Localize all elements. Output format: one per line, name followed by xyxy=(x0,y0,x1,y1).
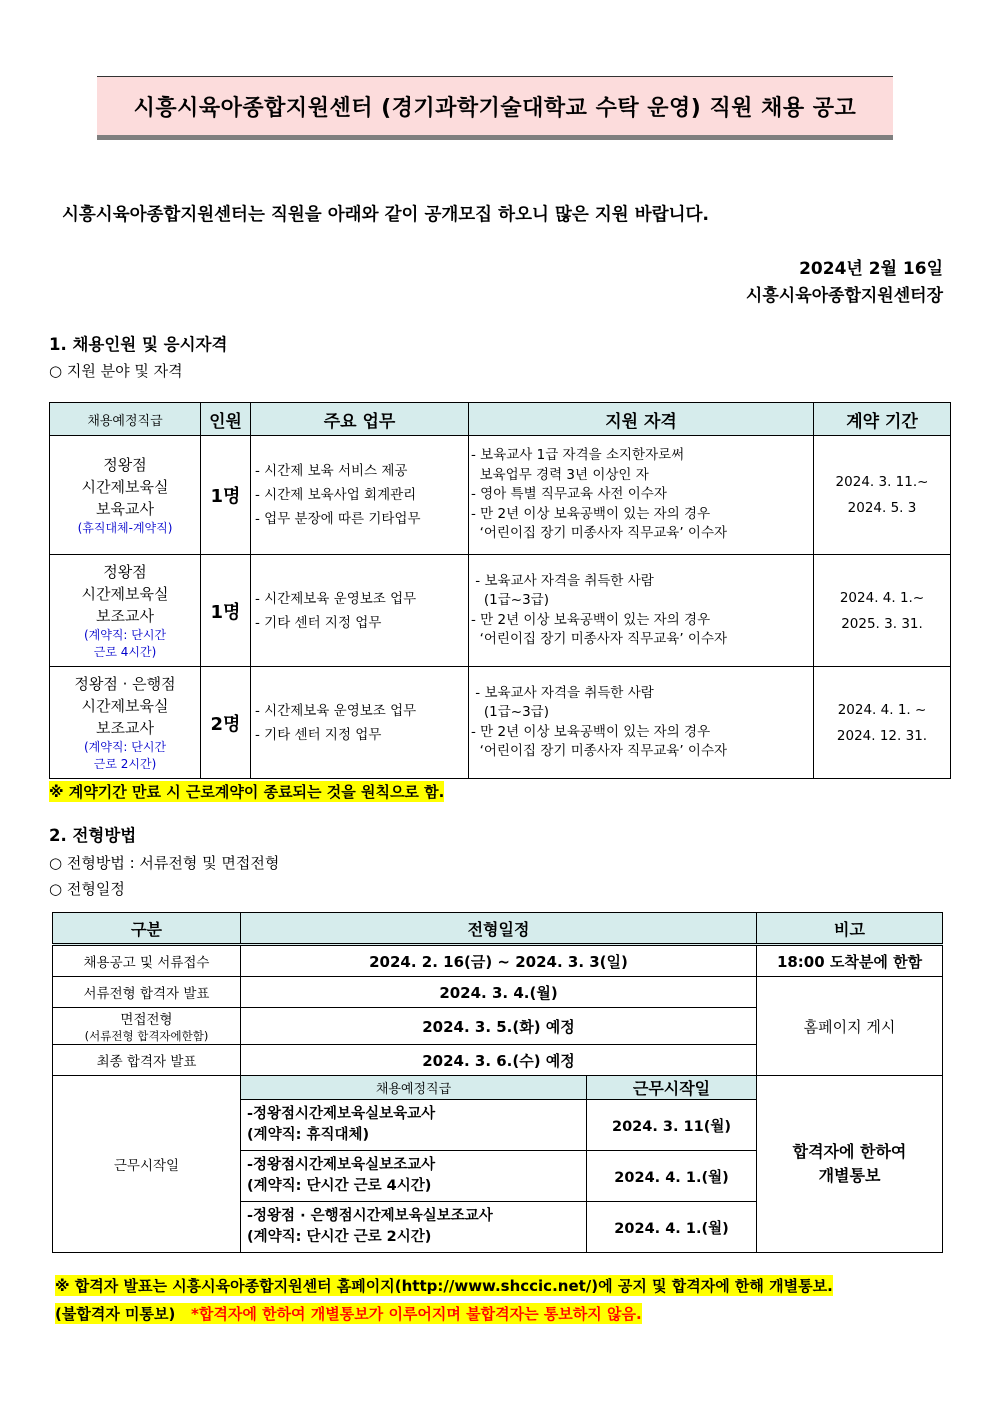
header-category: 구분 xyxy=(53,913,241,945)
period-line: 2024. 4. 1. ~ xyxy=(837,701,927,718)
row-value: 2024. 3. 6.(수) 예정 xyxy=(241,1045,757,1076)
header-period: 계약 기간 xyxy=(814,403,951,436)
section1-heading: 1. 채용인원 및 응시자격 xyxy=(49,335,228,354)
homepage-remark: 홈페이지 게시 xyxy=(757,977,943,1076)
row-label: 채용공고 및 서류접수 xyxy=(53,945,241,977)
start-date: 2024. 4. 1.(월) xyxy=(587,1202,757,1253)
qualification-table xyxy=(49,402,951,779)
row-label-sub: (서류전형 합격자에한함) xyxy=(84,1029,209,1043)
start-label: 근무시작일 xyxy=(53,1076,241,1253)
intro-text: 시흥시육아종합지원센터는 직원을 아래와 같이 공개모집 하오니 많은 지원 바랍니다. xyxy=(62,205,710,225)
position-cell xyxy=(50,667,201,779)
start-job-line: -정왕점시간제보육실보조교사 xyxy=(247,1157,436,1173)
qual-item: - 만 2년 이상 보육공백이 있는 자의 경우 xyxy=(471,505,711,522)
table-header-row xyxy=(50,403,951,436)
position-line: 정왕점 xyxy=(103,562,147,581)
footer-notice-1: ※ 합격자 발표는 시흥시육아종합지원센터 홈페이지(http://www.shccic.net/)에 공지 및 합격자에 한해 개별통보. xyxy=(55,1277,833,1295)
duty-item: - 시간제보육 운영보조 업무 xyxy=(255,702,417,719)
qual-item: (1급~3급) xyxy=(471,592,549,608)
duties-cell xyxy=(251,667,469,779)
start-job-line: (계약직: 휴직대체) xyxy=(247,1127,370,1143)
header-count: 인원 xyxy=(201,403,251,436)
qual-item: ‘어린이집 장기 미종사자 직무교육’ 이수자 xyxy=(471,631,728,647)
position-cell xyxy=(50,436,201,555)
qual-item: - 만 2년 이상 보육공백이 있는 자의 경우 xyxy=(471,611,711,628)
table-header-row xyxy=(53,913,943,945)
schedule-label: ○ 전형일정 xyxy=(49,880,125,898)
title-banner xyxy=(97,76,893,140)
start-job-line: -정왕점시간제보육실보육교사 xyxy=(247,1106,436,1122)
duties-cell xyxy=(251,555,469,667)
table-row xyxy=(50,555,951,667)
qualifications-cell xyxy=(469,436,814,555)
duty-item: - 시간제 보육사업 회계관리 xyxy=(255,487,417,503)
start-remark-line: 합격자에 한하여 xyxy=(792,1142,907,1161)
start-date: 2024. 3. 11(월) xyxy=(587,1100,757,1151)
date-block xyxy=(746,256,943,310)
qual-item: (1급~3급) xyxy=(471,704,549,720)
period-cell xyxy=(814,555,951,667)
table-row xyxy=(50,436,951,555)
count-cell: 1명 xyxy=(201,436,251,555)
duty-item: - 기타 센터 지정 업무 xyxy=(255,614,382,631)
position-line: 보조교사 xyxy=(96,606,154,625)
duty-item: - 업무 분장에 따른 기타업무 xyxy=(255,511,421,527)
row-remark: 18:00 도착분에 한함 xyxy=(757,945,943,977)
position-note: (계약직: 단시간 xyxy=(83,627,167,642)
qual-item: - 영아 특별 직무교육 사전 이수자 xyxy=(471,486,667,503)
page-title: 시흥시육아종합지원센터 (경기과학기술대학교 수탁 운영) 직원 채용 공고 xyxy=(133,95,857,121)
start-remark-line: 개별통보 xyxy=(818,1166,881,1185)
issuer: 시흥시육아종합지원센터장 xyxy=(745,286,943,306)
start-header-position: 채용예정직급 xyxy=(241,1076,587,1100)
position-note: (계약직: 단시간 xyxy=(83,739,167,754)
table-row xyxy=(53,977,943,1008)
period-line: 2024. 5. 3 xyxy=(847,500,917,516)
period-cell xyxy=(814,436,951,555)
qualifications-cell xyxy=(469,667,814,779)
announcement-date: 2024년 2월 16일 xyxy=(799,259,943,279)
qual-item: - 만 2년 이상 보육공백이 있는 자의 경우 xyxy=(471,723,711,740)
selection-method: ○ 전형방법 : 서류전형 및 면접전형 xyxy=(49,854,280,872)
duties-cell xyxy=(251,436,469,555)
footer-notice-2 xyxy=(55,1303,642,1324)
header-qualifications: 지원 자격 xyxy=(469,403,814,436)
qual-item: ‘어린이집 장기 미종사자 직무교육’ 이수자 xyxy=(471,743,728,759)
footer-unsuccessful: (불합격자 미통보) xyxy=(55,1305,176,1323)
start-header-date: 근무시작일 xyxy=(587,1076,757,1100)
position-line: 정왕점 · 은행점 xyxy=(74,674,176,693)
header-duties: 주요 업무 xyxy=(251,403,469,436)
qual-item: - 보육교사 1급 자격을 소지한자로써 xyxy=(471,447,685,464)
duty-item: - 시간제보육 운영보조 업무 xyxy=(255,590,417,607)
duty-item: - 시간제 보육 서비스 제공 xyxy=(255,463,408,479)
qual-item: 보육업무 경력 3년 이상인 자 xyxy=(471,466,649,483)
header-schedule: 전형일정 xyxy=(241,913,757,945)
period-line: 2025. 3. 31. xyxy=(841,615,923,632)
position-line: 보조교사 xyxy=(96,718,154,737)
row-value: 2024. 3. 4.(월) xyxy=(241,977,757,1008)
footer-individual-notice: *합격자에 한하여 개별통보가 이루어지며 불합격자는 통보하지 않음. xyxy=(191,1305,642,1323)
row-value: 2024. 3. 5.(화) 예정 xyxy=(241,1008,757,1045)
start-job xyxy=(241,1100,587,1151)
start-job-line: (계약직: 단시간 근로 4시간) xyxy=(247,1178,432,1194)
period-line: 2024. 4. 1.~ xyxy=(839,589,925,606)
row-label: 최종 합격자 발표 xyxy=(53,1045,241,1076)
section1-subheading: ○ 지원 분야 및 자격 xyxy=(49,362,183,380)
section2-heading: 2. 전형방법 xyxy=(49,826,137,845)
row-label: 서류전형 합격자 발표 xyxy=(53,977,241,1008)
qual-item: - 보육교사 자격을 취득한 사람 xyxy=(471,684,654,701)
position-line: 보육교사 xyxy=(96,499,154,518)
start-job-line: -정왕점 · 은행점시간제보육실보조교사 xyxy=(247,1208,493,1224)
qual-item: ‘어린이집 장기 미종사자 직무교육’ 이수자 xyxy=(471,525,728,542)
position-note: 근로 2시간) xyxy=(93,756,157,771)
position-line: 시간제보육실 xyxy=(81,584,169,603)
start-job xyxy=(241,1151,587,1202)
start-remark xyxy=(757,1076,943,1253)
table-row xyxy=(50,667,951,779)
position-line: 시간제보육실 xyxy=(81,696,169,715)
position-line: 정왕점 xyxy=(103,455,147,474)
header-position: 채용예정직급 xyxy=(50,403,201,436)
row-label xyxy=(53,1008,241,1045)
row-label-text: 면접전형 xyxy=(120,1012,173,1028)
position-line: 시간제보육실 xyxy=(81,477,169,496)
start-date: 2024. 4. 1.(월) xyxy=(587,1151,757,1202)
count-cell: 1명 xyxy=(201,555,251,667)
table-row xyxy=(53,945,943,977)
row-value: 2024. 2. 16(금) ~ 2024. 3. 3(일) xyxy=(241,945,757,977)
position-note: 근로 4시간) xyxy=(93,644,157,659)
period-line: 2024. 3. 11.~ xyxy=(835,474,929,490)
period-line: 2024. 12. 31. xyxy=(836,727,928,744)
start-job xyxy=(241,1202,587,1253)
contract-notice: ※ 계약기간 만료 시 근로계약이 종료되는 것을 원칙으로 함. xyxy=(49,783,445,801)
start-job-line: (계약직: 단시간 근로 2시간) xyxy=(247,1229,432,1245)
schedule-table xyxy=(52,912,943,1253)
count-cell: 2명 xyxy=(201,667,251,779)
duty-item: - 기타 센터 지정 업무 xyxy=(255,726,382,743)
qual-item: - 보육교사 자격을 취득한 사람 xyxy=(471,572,654,589)
start-subheader-row xyxy=(53,1076,943,1100)
period-cell xyxy=(814,667,951,779)
header-remark: 비고 xyxy=(757,913,943,945)
position-cell xyxy=(50,555,201,667)
position-note: (휴직대체-계약직) xyxy=(77,520,173,535)
qualifications-cell xyxy=(469,555,814,667)
